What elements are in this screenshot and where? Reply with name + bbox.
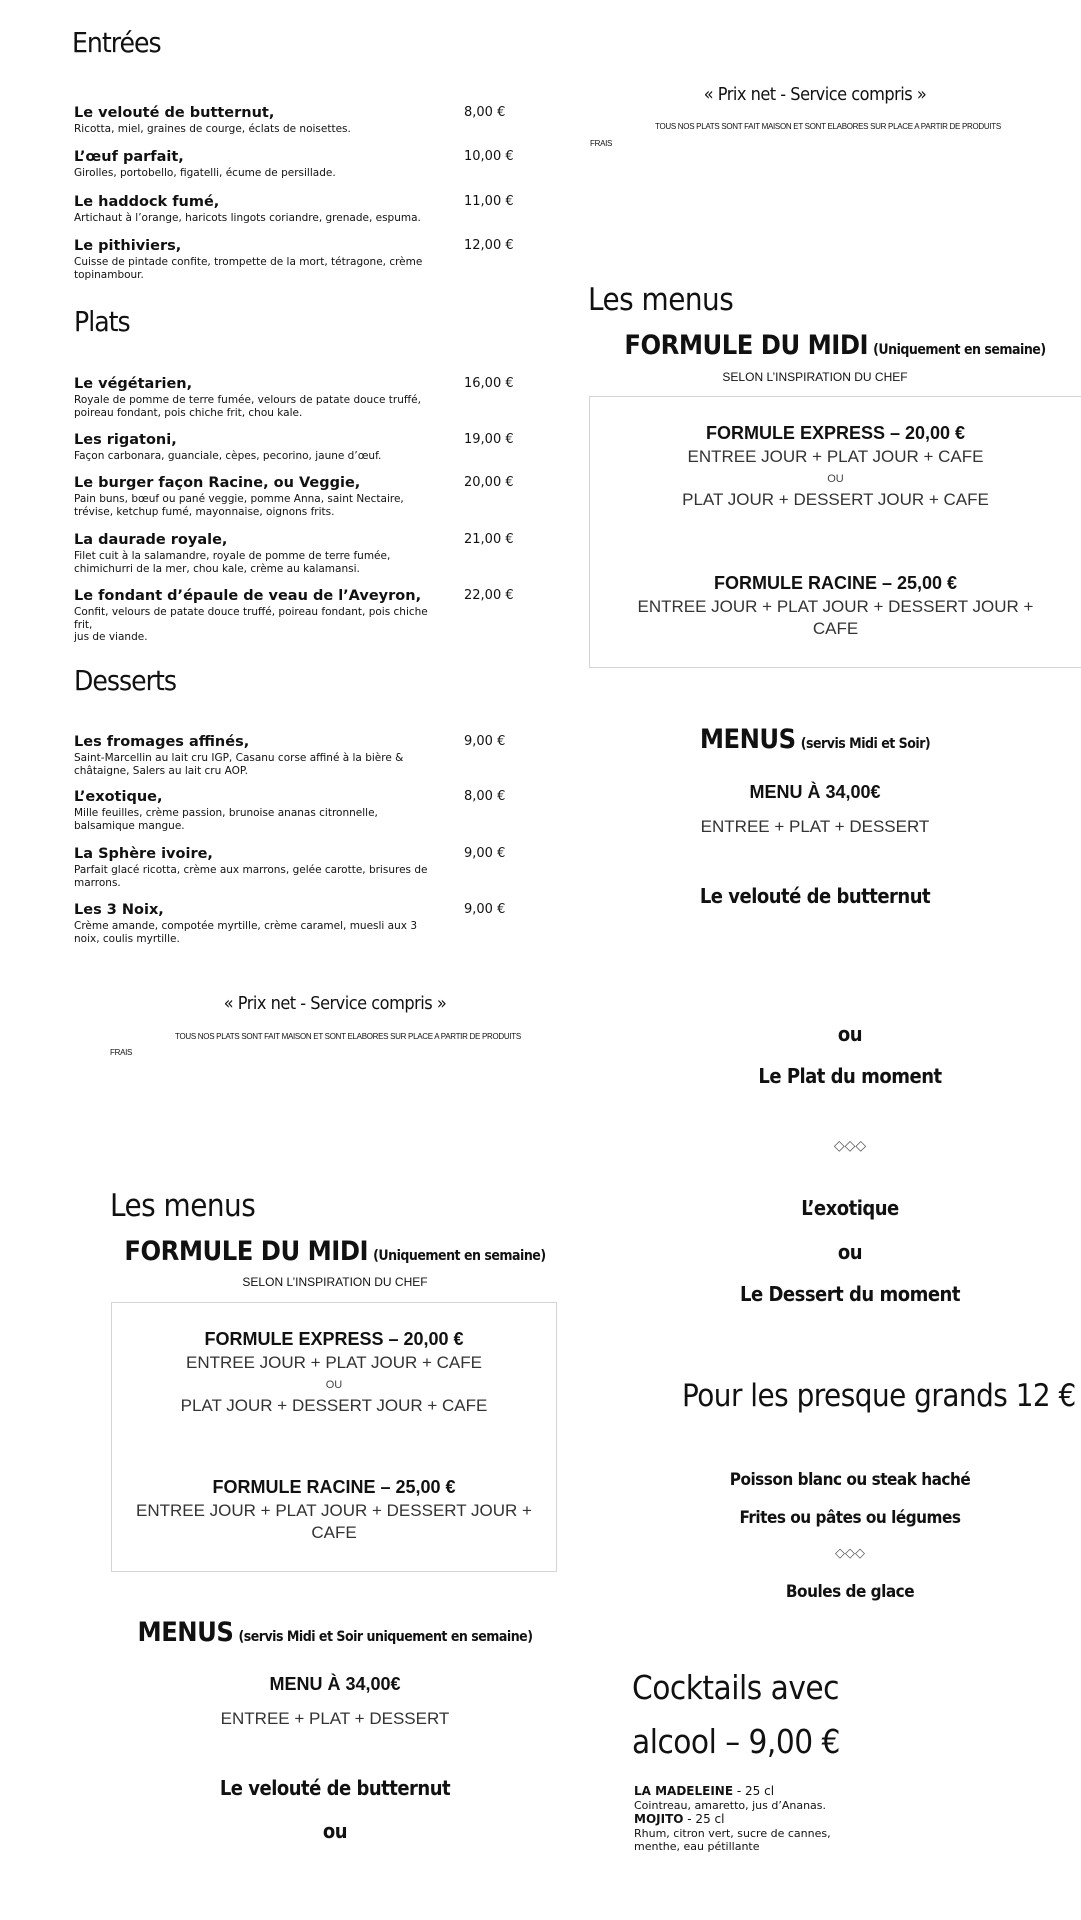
item-price: 8,00 € [464,105,506,120]
item-price: 16,00 € [464,376,514,391]
express-line2: PLAT JOUR + DESSERT JOUR + CAFE [682,490,989,509]
dessert-item [74,846,514,889]
menu-line: ENTREE + PLAT + DESSERT [700,817,930,836]
item-price: 8,00 € [464,789,506,804]
item-price: 20,00 € [464,475,514,490]
item-description: Filet cuit à la salamandre, royale de pomme de terre fumée, chimichurri de la mer, chou kale, crème au kalamansi. [74,550,391,575]
item-name: Le burger façon Racine, ou Veggie, [74,475,361,491]
dessert-du-moment: Le Dessert du moment [740,1282,960,1306]
item-price: 21,00 € [464,532,514,547]
menus-heading [590,724,1040,755]
menu-price: MENU À 34,00€ [749,782,881,802]
cocktails-title-line2: alcool – 9,00 € [632,1722,840,1761]
frais-note: FRAIS [110,1048,133,1057]
item-description: Cuisse de pintade confite, trompette de la mort, tétragone, crème topinambour. [74,256,423,281]
item-price: 10,00 € [464,149,514,164]
item-name: La Sphère ivoire, [74,846,213,862]
diamond-separator: ◇◇◇ [833,1138,867,1154]
ou-separator: ou [837,1022,863,1046]
dessert-item [74,789,514,832]
inspiration-note: SELON L’INSPIRATION DU CHEF [722,370,908,384]
item-name: Le pithiviers, [74,238,182,254]
les-menus-title: Les menus [110,1188,256,1224]
presque-grands-title: Pour les presque grands 12 € [682,1378,1076,1414]
express-title: FORMULE EXPRESS – 20,00 € [705,423,966,443]
formules-box [111,1302,557,1572]
racine-line2: CAFE [812,619,859,638]
item-description: Royale de pomme de terre fumée, velours de patate douce truffé, poireau fondant, pois chiche frit, chou kale. [74,394,421,419]
formules-box [589,396,1081,668]
item-description: Girolles, portobello, figatelli, écume de persillade. [74,167,336,179]
express-ou: OU [325,1379,343,1391]
item-price: 19,00 € [464,432,514,447]
entrees-title: Entrées [72,26,161,59]
veloute-choice: Le velouté de butternut [699,884,931,908]
dessert-item [74,902,514,945]
cocktail-madeleine [634,1785,1054,1812]
inspiration-note: SELON L’INSPIRATION DU CHEF [242,1275,428,1289]
racine-line1: ENTREE JOUR + PLAT JOUR + DESSERT JOUR + [637,597,1034,616]
item-price: 12,00 € [464,238,514,253]
item-name: Les rigatoni, [74,432,177,448]
desserts-list [0,0,540,945]
ou-separator: ou [837,1240,863,1264]
item-name: Les fromages affinés, [74,734,250,750]
item-description: Façon carbonara, guanciale, cèpes, pecorino, jaune d’œuf. [74,450,382,462]
menu-line: ENTREE + PLAT + DESSERT [220,1709,450,1728]
item-description: Saint-Marcellin au lait cru IGP, Casanu corse affiné à la bière & châtaigne, Salers au lait cru AOP. [74,752,404,777]
cocktails-title-line1: Cocktails avec [632,1668,839,1707]
mojito-desc-line1: Rhum, citron vert, sucre de cannes, [634,1826,831,1840]
item-description: Ricotta, miel, graines de courge, éclats de noisettes. [74,123,351,135]
diamond-separator: ◇◇◇ [835,1546,865,1561]
menus-heading [90,1617,580,1648]
item-description: Pain buns, bœuf ou pané veggie, pomme Anna, saint Nectaire, trévise, ketchup fumé, mayonnaise, oignons frits. [74,493,404,518]
menus-title: MENUS [699,724,796,755]
kids-side-choice: Frites ou pâtes ou légumes [739,1508,961,1528]
madeleine-name: LA MADELEINE [634,1784,734,1798]
formule-midi-title: FORMULE DU MIDI [624,330,869,361]
express-title: FORMULE EXPRESS – 20,00 € [204,1329,464,1349]
item-price: 22,00 € [464,588,514,603]
item-name: Les 3 Noix, [74,902,164,918]
racine-title: FORMULE RACINE – 25,00 € [212,1477,456,1497]
formule-midi-heading [590,330,1080,361]
prix-net-note: « Prix net - Service compris » [223,993,447,1014]
formule-midi-heading [100,1236,570,1267]
item-name: L’exotique, [74,789,163,805]
item-price: 9,00 € [464,734,506,749]
racine-line2: CAFE [311,1523,357,1542]
menus-note: (servis Midi et Soir) [800,736,931,752]
mojito-desc-line2: menthe, eau pétillante [634,1840,760,1853]
plat-du-moment: Le Plat du moment [758,1064,942,1088]
frais-note: FRAIS [590,139,613,148]
formule-midi-title: FORMULE DU MIDI [124,1236,369,1267]
formule-midi-note: (Uniquement en semaine) [373,1248,546,1264]
express-line1: ENTREE JOUR + PLAT JOUR + CAFE [186,1353,482,1372]
veloute-choice: Le velouté de butternut [219,1776,451,1800]
express-line1: ENTREE JOUR + PLAT JOUR + CAFE [687,447,984,466]
item-name: Le végétarien, [74,376,193,392]
desserts-title: Desserts [74,664,177,697]
item-price: 11,00 € [464,194,514,209]
madeleine-desc: Cointreau, amaretto, jus d’Ananas. [634,1798,827,1812]
item-name: La daurade royale, [74,532,228,548]
les-menus-title: Les menus [588,282,734,318]
item-name: Le fondant d’épaule de veau de l’Aveyron, [74,588,422,604]
item-description: Confit, velours de patate douce truffé, poireau fondant, pois chiche frit, jus de viande. [74,606,428,643]
menu-price: MENU À 34,00€ [269,1674,401,1694]
item-description: Parfait glacé ricotta, crème aux marrons, gelée carotte, brisures de marrons. [74,864,428,889]
mojito-size: - 25 cl [683,1812,725,1826]
prix-net-note: « Prix net - Service compris » [703,84,927,105]
ou-separator: ou [322,1819,348,1843]
item-description: Artichaut à l’orange, haricots lingots coriandre, grenade, espuma. [74,212,421,224]
item-price: 9,00 € [464,846,506,861]
mojito-name: MOJITO [634,1812,684,1826]
item-name: L’œuf parfait, [74,149,184,165]
express-line2: PLAT JOUR + DESSERT JOUR + CAFE [180,1396,488,1415]
madeleine-size: - 25 cl [733,1784,775,1798]
item-name: Le velouté de butternut, [74,105,275,121]
menus-title: MENUS [137,1617,234,1648]
item-description: Crème amande, compotée myrtille, crème caramel, muesli aux 3 noix, coulis myrtille. [74,920,417,945]
formule-midi-note: (Uniquement en semaine) [873,342,1046,358]
kids-main-choice: Poisson blanc ou steak haché [729,1470,971,1490]
item-price: 9,00 € [464,902,506,917]
exotique-choice: L’exotique [801,1196,899,1220]
cocktail-mojito [634,1813,1054,1854]
item-description: Mille feuilles, crème passion, brunoise ananas citronnelle, balsamique mangue. [74,807,378,832]
plats-title: Plats [74,305,130,338]
kids-dessert-choice: Boules de glace [785,1582,915,1602]
item-name: Le haddock fumé, [74,194,220,210]
racine-title: FORMULE RACINE – 25,00 € [713,573,958,593]
racine-line1: ENTREE JOUR + PLAT JOUR + DESSERT JOUR + [136,1501,532,1520]
fait-maison-note: TOUS NOS PLATS SONT FAIT MAISON ET SONT ELABORES SUR PLACE A PARTIR DE PRODUITS [175,1032,521,1041]
express-ou: OU [827,473,844,485]
fait-maison-note: TOUS NOS PLATS SONT FAIT MAISON ET SONT ELABORES SUR PLACE A PARTIR DE PRODUITS [655,122,1001,131]
menus-note: (servis Midi et Soir uniquement en semaine) [238,1629,533,1645]
dessert-item [74,734,514,777]
